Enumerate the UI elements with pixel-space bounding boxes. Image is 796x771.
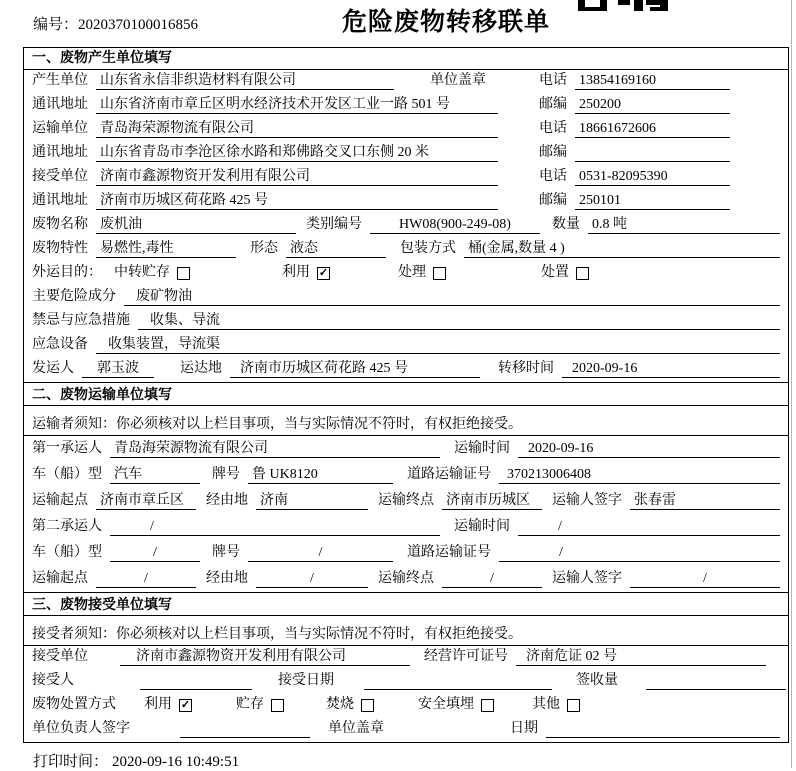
second-carrier-value: / <box>110 518 440 536</box>
accept-person-row <box>24 670 788 694</box>
purpose-utilize-option <box>282 264 330 282</box>
disposal-method-row <box>24 694 788 718</box>
receiver-notice: 接受者须知：你必须核对以上栏目事项，当与实际情况不符时，有权拒绝接受。 <box>24 616 788 646</box>
disposal-utilize-option <box>144 696 192 714</box>
disposal-landfill-label: 安全填埋 <box>418 697 474 712</box>
transporter-unit-value: 青岛海荣源物流有限公司 <box>96 120 498 138</box>
route2-sign-value: / <box>630 570 780 588</box>
receiver-unit-row <box>24 166 788 190</box>
route1-sign-value: 张春雷 <box>630 492 780 510</box>
disposal-store-option <box>236 696 284 714</box>
second-carrier-row <box>24 514 788 540</box>
first-carrier-label: 第一承运人 <box>32 441 102 456</box>
road-permit2-label: 道路运输证号 <box>407 545 491 560</box>
manifest-form <box>23 47 789 743</box>
accept-unit-row <box>24 646 788 670</box>
receipt-qty-value <box>646 672 786 690</box>
producer-address-row <box>24 94 788 118</box>
second-carrier-label: 第二承运人 <box>32 519 102 534</box>
transporter-unit-label: 运输单位 <box>32 121 88 136</box>
receipt-qty-label: 签收量 <box>576 673 618 688</box>
responsible-sign-label: 单位负责人签字 <box>32 721 130 736</box>
first-carrier-value: 青岛海荣源物流有限公司 <box>110 440 440 458</box>
waste-name-row <box>24 214 788 238</box>
purpose-transit-label: 中转贮存 <box>114 265 170 280</box>
waste-quantity-value: 0.8 吨 <box>588 216 780 234</box>
road-permit1-value: 370213006408 <box>499 466 780 484</box>
purpose-dispose-label: 处置 <box>541 265 569 280</box>
receiver-address-row <box>24 190 788 214</box>
vehicle-type1-label: 车（船）型 <box>32 467 102 482</box>
hazard-component-label: 主要危险成分 <box>32 289 116 304</box>
accept-date-value <box>364 672 552 690</box>
destination-label: 运达地 <box>180 361 222 376</box>
transport-time1-value: 2020-09-16 <box>518 440 780 458</box>
page-edge-line <box>791 0 792 768</box>
producer-tel-value: 13854169160 <box>575 72 730 90</box>
disposal-other-checkbox <box>567 699 580 712</box>
accept-date-label: 接受日期 <box>278 673 334 688</box>
route1-end-value: 济南市历城区 <box>442 492 542 510</box>
route2-origin-value: / <box>96 570 196 588</box>
manifest-number-value: 2020370100016856 <box>78 17 199 33</box>
plate-no1-label: 牌号 <box>212 467 240 482</box>
qr-code-icon <box>578 0 670 11</box>
consignor-row <box>24 358 788 382</box>
vehicle-type2-label: 车（船）型 <box>32 545 102 560</box>
license-no-label: 经营许可证号 <box>424 649 508 664</box>
purpose-dispose-option <box>541 264 589 282</box>
waste-quantity-label: 数量 <box>552 217 580 232</box>
route1-via-value: 济南 <box>256 492 368 510</box>
route2-row <box>24 566 788 592</box>
disposal-other-label: 其他 <box>532 697 560 712</box>
transporter-address-value: 山东省青岛市李沧区徐水路和郑佛路交叉口东侧 20 米 <box>96 144 498 162</box>
section3-header: 三、废物接受单位填写 <box>24 592 788 616</box>
transporter-notice: 运输者须知：你必须核对以上栏目事项，当与实际情况不符时，有权拒绝接受。 <box>24 406 788 436</box>
transporter-address-row <box>24 142 788 166</box>
emergency-equipment-value: 收集装置，导流渠 <box>96 336 780 354</box>
transporter-unit-row <box>24 118 788 142</box>
disposal-other-option <box>532 696 580 714</box>
accept-person-label: 接受人 <box>32 673 74 688</box>
print-time-value: 2020-09-16 10:49:51 <box>112 754 240 770</box>
receiver-unit-label: 接受单位 <box>32 169 88 184</box>
disposal-landfill-option <box>418 696 494 714</box>
print-time-label: 打印时间： <box>33 754 109 770</box>
route2-via-value: / <box>256 570 368 588</box>
vehicle-type2-row <box>24 540 788 566</box>
transport-time1-label: 运输时间 <box>454 441 510 456</box>
disposal-store-label: 贮存 <box>236 697 264 712</box>
route1-origin-value: 济南市章丘区 <box>96 492 196 510</box>
emergency-measures-label: 禁忌与应急措施 <box>32 313 130 328</box>
receiver-address-label: 通讯地址 <box>32 193 88 208</box>
document-header <box>0 0 796 47</box>
receiver-zip-value: 250101 <box>575 192 730 210</box>
transport-time2-value: / <box>518 518 780 536</box>
receiver-address-value: 济南市历城区荷花路 425 号 <box>96 192 498 210</box>
responsible-sign-row <box>24 718 788 742</box>
packing-method-label: 包装方式 <box>400 241 456 256</box>
producer-address-value: 山东省济南市章丘区明水经济技术开发区工业一路 501 号 <box>96 96 498 114</box>
disposal-utilize-checkbox-checked: ✓ <box>180 698 191 711</box>
producer-unit-label: 产生单位 <box>32 73 88 88</box>
accept-unit-label: 接受单位 <box>32 649 88 664</box>
hazard-component-row <box>24 286 788 310</box>
disposal-burn-option <box>326 696 374 714</box>
waste-category-value: HW08(900-249-08) <box>370 216 540 234</box>
purpose-transit-checkbox <box>177 267 190 280</box>
route2-end-label: 运输终点 <box>378 571 434 586</box>
waste-property-row <box>24 238 788 262</box>
road-permit1-label: 道路运输证号 <box>407 467 491 482</box>
emergency-measures-value: 收集、导流 <box>138 312 780 330</box>
plate-no1-value: 鲁 UK8120 <box>248 466 393 484</box>
accept-unit-value: 济南市鑫源物资开发利用有限公司 <box>120 648 410 666</box>
producer-tel-label: 电话 <box>539 73 567 88</box>
route1-end-label: 运输终点 <box>378 493 434 508</box>
producer-zip-value: 250200 <box>575 96 730 114</box>
purpose-treat-option <box>398 264 446 282</box>
consignor-value: 郭玉波 <box>82 360 154 378</box>
producer-unit-row <box>24 70 788 94</box>
waste-form-value: 液态 <box>286 240 386 258</box>
producer-unit-value: 山东省永信非织造材料有限公司 <box>96 72 394 90</box>
accept-person-value <box>140 672 252 690</box>
route1-via-label: 经由地 <box>206 493 248 508</box>
waste-form-label: 形态 <box>250 241 278 256</box>
route1-origin-label: 运输起点 <box>32 493 88 508</box>
emergency-equipment-label: 应急设备 <box>32 337 88 352</box>
vehicle-type2-value: / <box>110 544 200 562</box>
transfer-time-value: 2020-09-16 <box>562 360 780 378</box>
purpose-utilize-label: 利用 <box>282 265 310 280</box>
hazard-component-value: 废矿物油 <box>124 288 780 306</box>
vehicle-type1-value: 汽车 <box>110 466 200 484</box>
waste-name-value: 废机油 <box>96 216 296 234</box>
disposal-utilize-label: 利用 <box>144 697 172 712</box>
route2-end-value: / <box>442 570 542 588</box>
destination-value: 济南市历城区荷花路 425 号 <box>230 360 480 378</box>
packing-method-value: 桶(金属,数量 4 ) <box>464 240 780 258</box>
transporter-zip-value <box>575 144 730 162</box>
emergency-equipment-row <box>24 334 788 358</box>
disposal-store-checkbox <box>271 699 284 712</box>
route2-sign-label: 运输人签字 <box>552 571 622 586</box>
transfer-purpose-row <box>24 262 788 286</box>
consignor-label: 发运人 <box>32 361 74 376</box>
transporter-tel-value: 18661672606 <box>575 120 730 138</box>
sign-date-label: 日期 <box>510 721 538 736</box>
responsible-sign-value <box>180 720 310 738</box>
receiver-tel-value: 0531-82095390 <box>575 168 730 186</box>
purpose-treat-label: 处理 <box>398 265 426 280</box>
disposal-burn-label: 焚烧 <box>326 697 354 712</box>
plate-no2-value: / <box>248 544 393 562</box>
first-carrier-row <box>24 436 788 462</box>
receiver-tel-label: 电话 <box>539 169 567 184</box>
route1-row <box>24 488 788 514</box>
purpose-utilize-checkbox-checked: ✓ <box>318 266 329 279</box>
route2-via-label: 经由地 <box>206 571 248 586</box>
waste-property-value: 易燃性,毒性 <box>96 240 236 258</box>
producer-address-label: 通讯地址 <box>32 97 88 112</box>
page-title: 危险废物转移联单 <box>341 9 550 36</box>
plate-no2-label: 牌号 <box>212 545 240 560</box>
section1-header: 一、废物产生单位填写 <box>24 48 788 70</box>
transport-time2-label: 运输时间 <box>454 519 510 534</box>
route2-origin-label: 运输起点 <box>32 571 88 586</box>
unit-seal-label: 单位盖章 <box>430 73 486 88</box>
disposal-method-label: 废物处置方式 <box>32 697 116 712</box>
receiver-unit-value: 济南市鑫源物资开发利用有限公司 <box>96 168 498 186</box>
receiver-zip-label: 邮编 <box>539 193 567 208</box>
waste-property-label: 废物特性 <box>32 241 88 256</box>
purpose-dispose-checkbox <box>576 267 589 280</box>
road-permit2-value: / <box>499 544 780 562</box>
purpose-transit-option <box>114 264 190 282</box>
transporter-address-label: 通讯地址 <box>32 145 88 160</box>
route1-sign-label: 运输人签字 <box>552 493 622 508</box>
producer-zip-label: 邮编 <box>539 97 567 112</box>
license-no-value: 济南危证 02 号 <box>516 648 766 666</box>
manifest-number-label: 编号： <box>33 17 79 33</box>
emergency-measures-row <box>24 310 788 334</box>
unit-seal2-label: 单位盖章 <box>328 721 384 736</box>
section2-header: 二、废物运输单位填写 <box>24 382 788 406</box>
disposal-burn-checkbox <box>361 699 374 712</box>
transfer-time-label: 转移时间 <box>498 361 554 376</box>
disposal-landfill-checkbox <box>481 699 494 712</box>
transporter-zip-label: 邮编 <box>539 145 567 160</box>
vehicle-type1-row <box>24 462 788 488</box>
waste-category-label: 类别编号 <box>306 217 362 232</box>
transfer-purpose-label: 外运目的： <box>32 265 102 280</box>
sign-date-value <box>546 720 780 738</box>
waste-name-label: 废物名称 <box>32 217 88 232</box>
purpose-treat-checkbox <box>433 267 446 280</box>
transporter-tel-label: 电话 <box>539 121 567 136</box>
